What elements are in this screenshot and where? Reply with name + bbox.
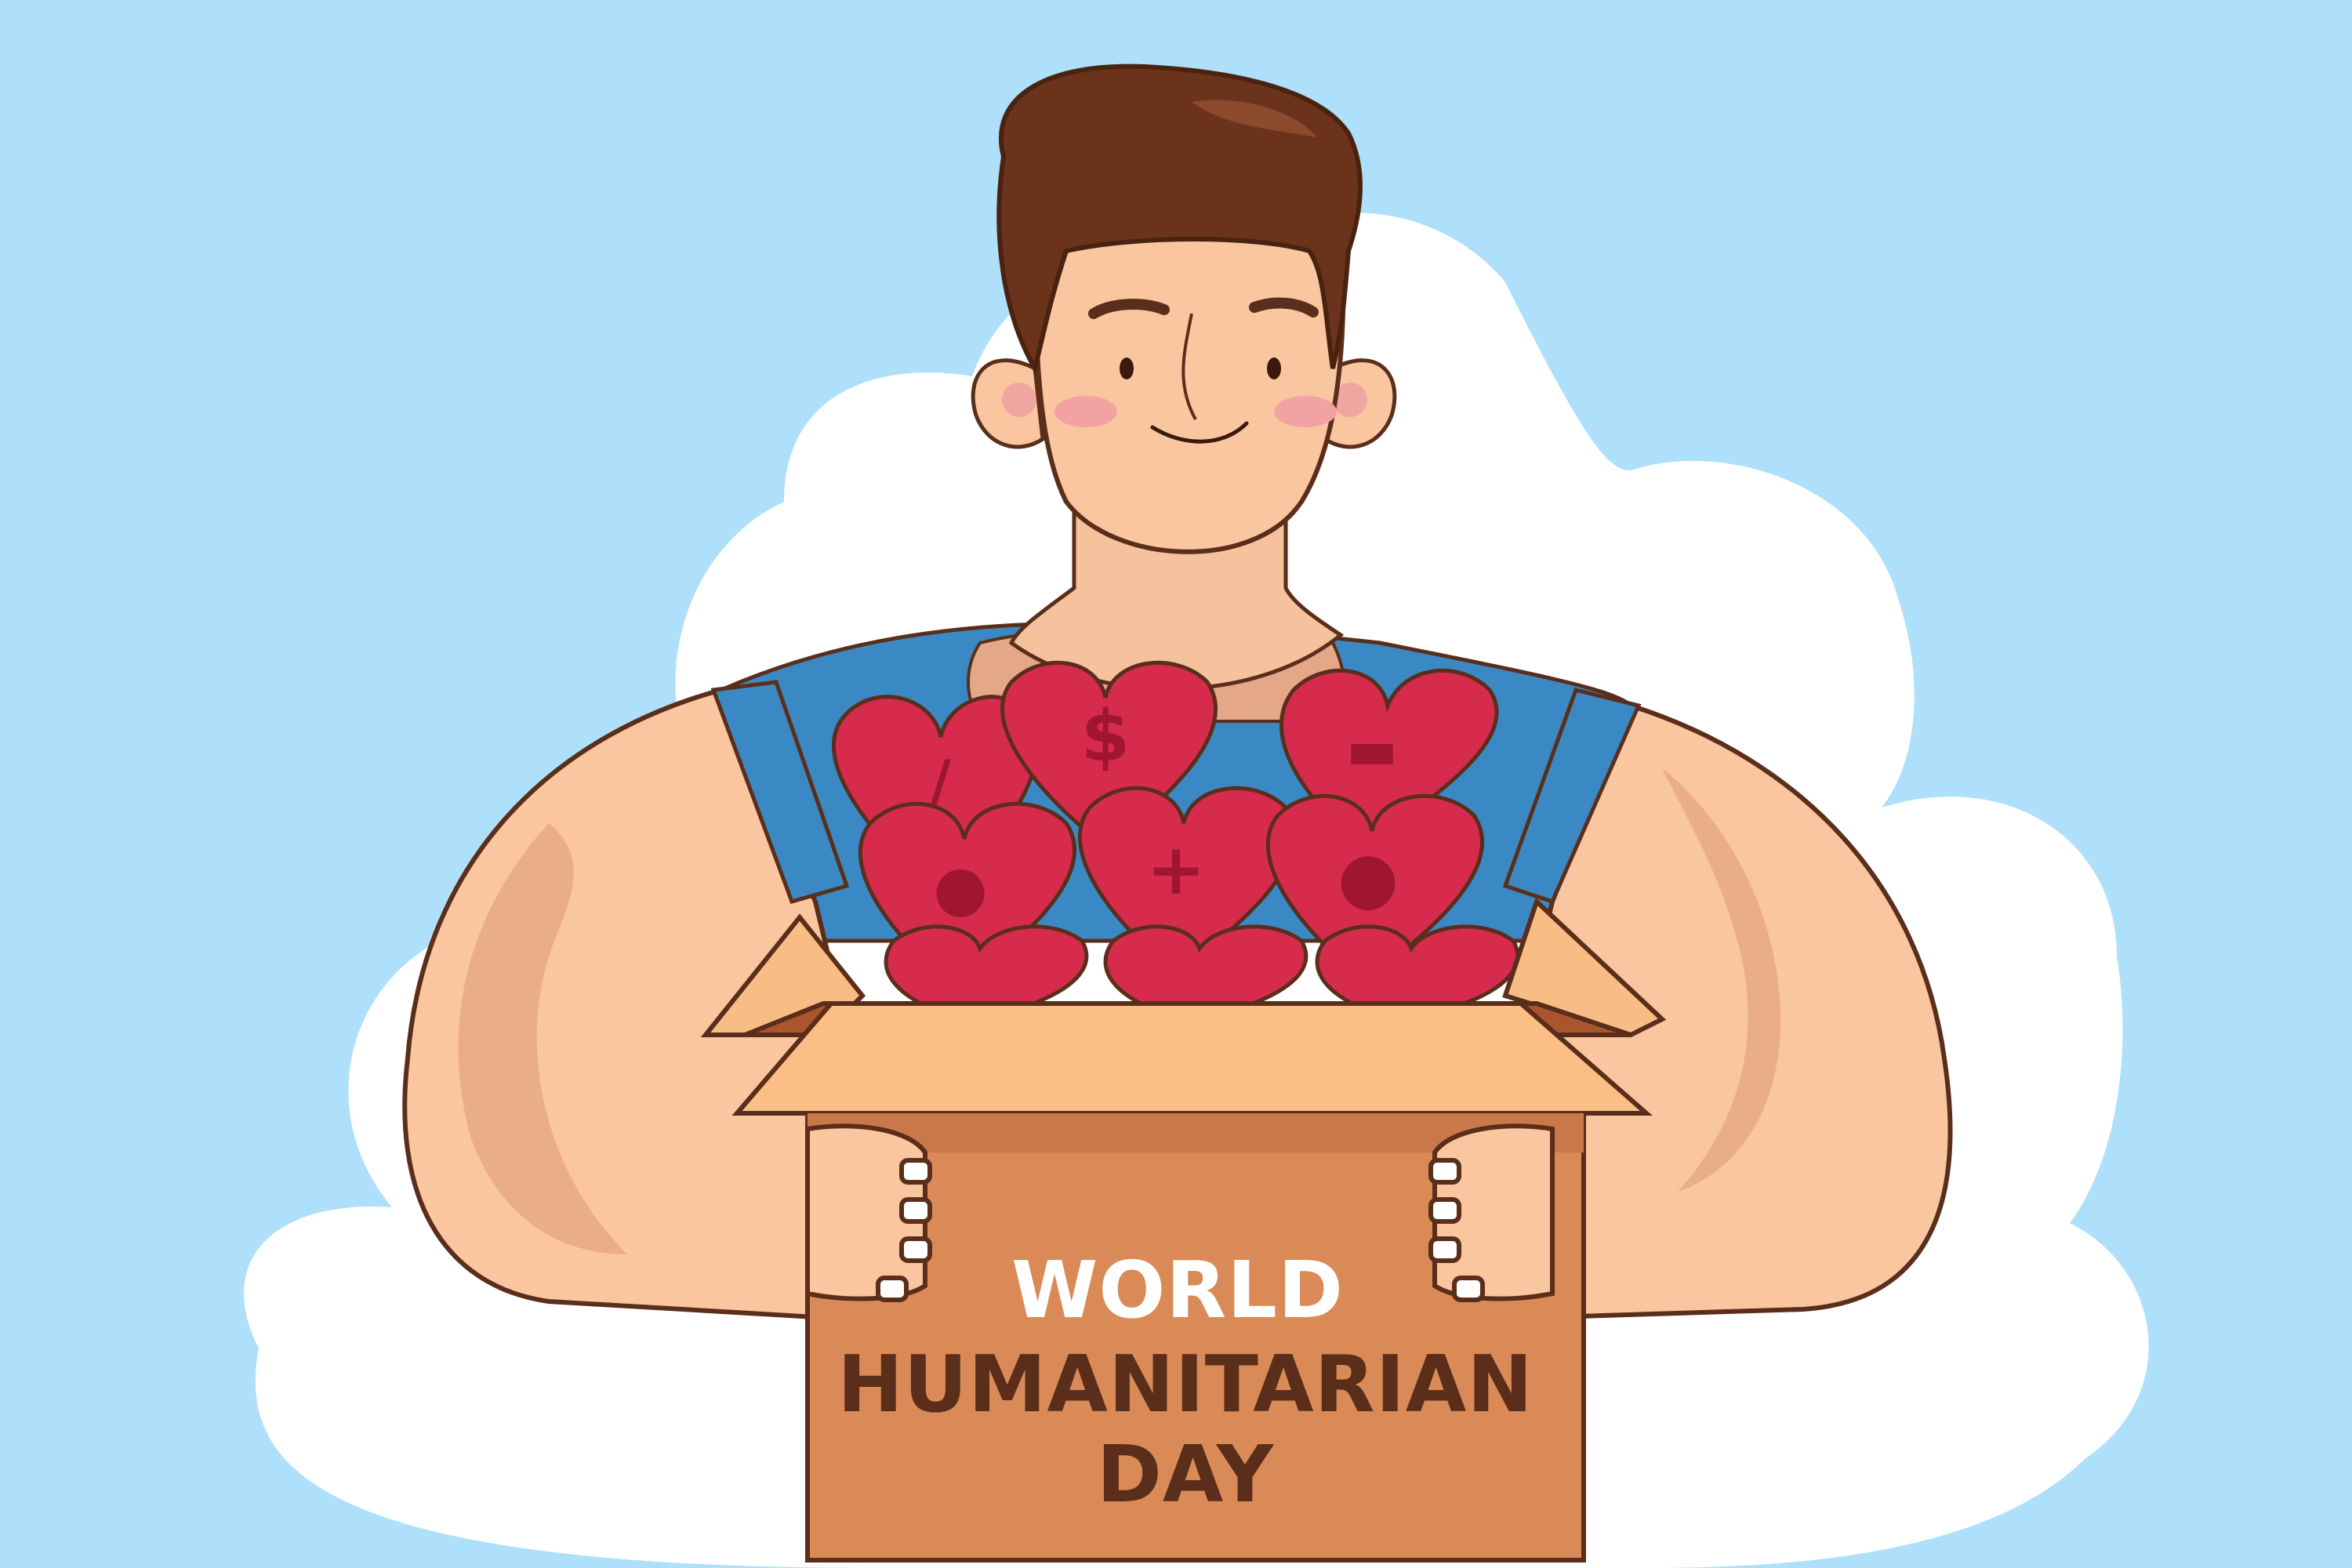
ear-left-inner xyxy=(1002,383,1036,417)
cheek-right xyxy=(1274,396,1337,427)
box-title-humanitarian: HUMANITARIAN xyxy=(837,1338,1534,1430)
box-title-day: DAY xyxy=(1096,1428,1275,1520)
heart-symbol-book: ▬ xyxy=(1345,717,1399,782)
heart-symbol-cross: + xyxy=(1146,829,1206,911)
heart-symbol-apple: ● xyxy=(1337,837,1399,919)
box-title-world: WORLD xyxy=(1011,1244,1345,1336)
heart-symbol-bear: ● xyxy=(933,851,988,924)
heart-symbol-plus: / xyxy=(931,749,951,813)
right-hand xyxy=(1431,1126,1552,1300)
heart-symbol-dollar: $ xyxy=(1080,695,1131,778)
face xyxy=(1035,204,1343,552)
eye-left xyxy=(1120,358,1134,379)
box-flap-front xyxy=(737,1004,1646,1113)
cheek-left xyxy=(1054,396,1117,427)
left-hand xyxy=(808,1126,930,1300)
eye-right xyxy=(1267,358,1281,379)
